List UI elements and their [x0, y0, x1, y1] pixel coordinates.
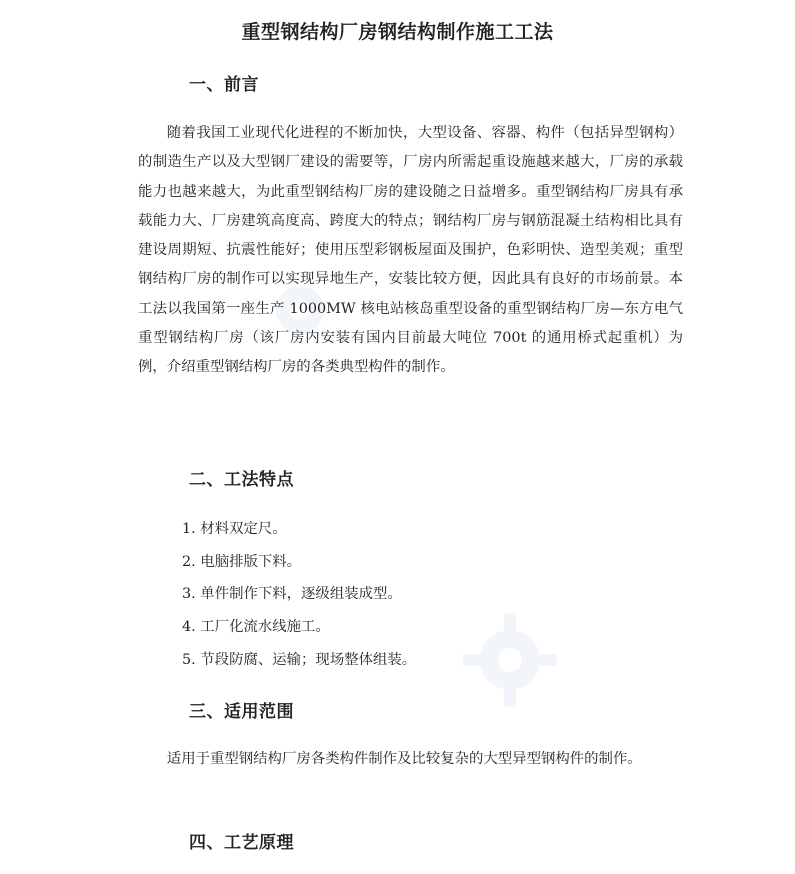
list-item: 4. 工厂化流水线施工。 [182, 619, 330, 636]
watermark-gear-icon [455, 605, 565, 715]
section-heading-features: 二、工法特点 [189, 470, 294, 490]
list-item: 3. 单件制作下料，逐级组装成型。 [182, 586, 402, 603]
section-paragraph-scope: 适用于重型钢结构厂房各类构件制作及比较复杂的大型异型钢构件的制作。 [166, 751, 642, 767]
section-paragraph-preface: 随着我国工业现代化进程的不断加快，大型设备、容器、构件（包括异型钢构）的制造生产以及大型钢厂建设的需要等，厂房内所需起重设施越来越大，厂房的承载能力也越来越大，为此重型钢结构厂房的建设随之日益增多。重型钢结构厂房具有承载能力大、厂房建筑高度高、跨度大的特点；钢结构厂房与钢筋混凝土结构相比具有建设周期短、抗震性能好；使用压型彩钢板屋面及围护，色彩明快、造型美观；重型钢结构厂房的制作可以实现异地生产，安装比较方便，因此具有良好的市场前景。本工法以我国第一座生产 1000MW 核电站核岛重型设备的重型钢结构厂房—东方电气重型钢结构厂房（该厂房内安装有国内目前最大吨位 700t 的通用桥式起重机）为例，介绍重型钢结构厂房的各类典型构件的制作。 [138, 125, 683, 376]
document-title: 重型钢结构厂房钢结构制作施工工法 [241, 21, 554, 43]
section-heading-scope: 三、适用范围 [189, 702, 294, 722]
list-item: 5. 节段防腐、运输；现场整体组装。 [182, 651, 417, 668]
feature-list [182, 513, 416, 676]
list-item: 2. 电脑排版下料。 [182, 553, 302, 570]
section-heading-principle: 四、工艺原理 [189, 833, 294, 853]
list-item: 1. 材料双定尺。 [182, 521, 287, 537]
section-heading-preface: 一、前言 [189, 75, 259, 95]
